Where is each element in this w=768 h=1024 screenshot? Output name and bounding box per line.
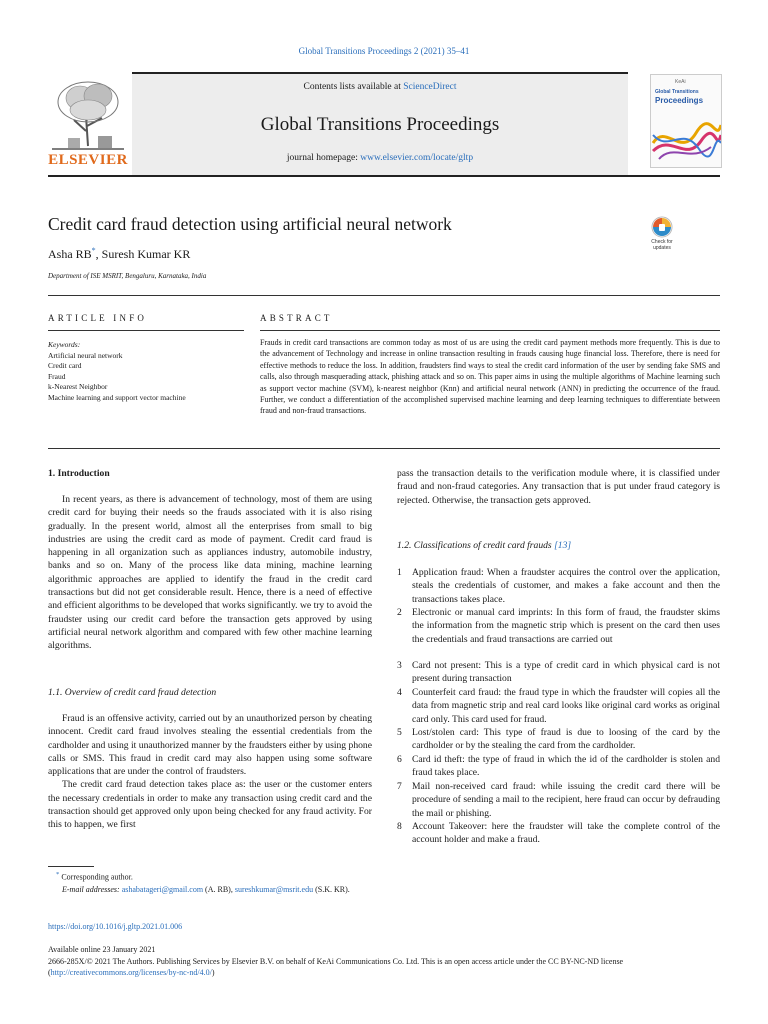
email-label: E-mail addresses:	[62, 884, 122, 894]
journal-homepage	[132, 153, 628, 163]
overview-paragraph-text: The credit card fraud detection takes place as: the user or the customer enters the necessary credentials in order to make any transaction using credit card and the transaction should get approved only upon being checked for any fraud activity. For this to happen, we first	[48, 779, 372, 831]
list-number: 3	[397, 660, 402, 671]
journal-title: Global Transitions Proceedings	[260, 114, 500, 135]
list-text: Counterfeit card fraud: the fraud type in which the fraudster will copies all the data from magnetic strip and real card looks like original card works as original card only. This card used for fraud.	[412, 687, 720, 725]
list-text: Application fraud: When a fraudster acquires the control over the application, steals the credentials of customer, and makes a fake account and then the transactions takes place.	[412, 567, 720, 605]
list-item	[397, 780, 720, 820]
list-item	[397, 726, 720, 753]
list-text: Account Takeover: here the fraudster will take the complete control of the account holder and make a fraud.	[412, 821, 720, 846]
masthead-divider	[48, 175, 720, 177]
list-item	[397, 606, 720, 646]
paper-title: Credit card fraud detection using artificial neural network	[48, 214, 452, 234]
author-separator: ,	[95, 247, 102, 261]
email-owner: (S.K. KR).	[313, 884, 350, 894]
right-paragraph-text: pass the transaction details to the verification module where, it is classified under fraud and non-fraud categories. Any transaction that is put under fraud category is rejected. Otherwise, the transaction gets approved.	[397, 468, 720, 506]
subsection-heading-classifications	[397, 539, 571, 552]
list-number: 7	[397, 781, 402, 792]
list-number: 2	[397, 607, 402, 618]
list-item	[397, 753, 720, 780]
footnote	[48, 869, 350, 896]
list-item	[397, 566, 720, 606]
cover-title-large: Proceedings	[655, 96, 704, 105]
overview-paragraph-text: Fraud is an offensive activity, carried out by an unauthorized person by cheating innocent. Credit card fraud involves stealing the essential credentials from the cardholder and using it unauthorized manner by the fraudsters either by using phone calls or SMS. This fraud in credit card may also happen using some software applications that are under the control of fraudsters.	[48, 713, 372, 778]
keyword-list	[48, 351, 186, 403]
abstract-text: Frauds in credit card transactions are common today as most of us are using the credit card payment methods more frequently. This is due to the advancement of Technology and increase in online transaction resulting in frauds causing huge financial loss. Therefore, there is need for effective methods to reduce the loss. In addition, fraudsters find ways to steal the credit card information of the user by sending fake SMS and calls, also through masquerading attack, phishing attack and so on. This paper aims in using the multiple algorithms of Machine learning such as support vector machine (SVM), k-nearest neighbor (Knn) and artificial neural network (ANN) in predicting the occurrence of the fraud. Further, we conduct a differentiation of the accomplished supervised machine learning and deep learning techniques to differentiate between fraud and non-fraud transactions.	[260, 338, 720, 416]
list-number: 1	[397, 567, 402, 578]
footnote-mark: *	[56, 871, 60, 878]
cover-brand: KeAi	[675, 79, 686, 85]
available-online-date: Available online 23 January 2021	[48, 945, 156, 954]
check-updates-icon	[643, 215, 681, 241]
list-item	[397, 820, 720, 847]
list-text: Electronic or manual card imprints: In this form of fraud, the fraudster skims the information from the magnetic strip which is present on the card then uses the credentials and fraud transactions are carried out	[412, 607, 720, 645]
list-number: 8	[397, 821, 402, 832]
elsevier-wordmark: ELSEVIER	[48, 152, 128, 168]
sciencedirect-link[interactable]: ScienceDirect	[403, 82, 457, 92]
check-updates-label: Check for updates	[651, 239, 673, 251]
email-link[interactable]: sureshkumar@msrit.edu	[234, 884, 314, 894]
classifications-heading-text: 1.2. Classifications of credit card frauds	[397, 540, 555, 551]
keyword-item: Machine learning and support vector machine	[48, 392, 186, 402]
check-for-updates-badge[interactable]	[643, 215, 681, 255]
article-info-divider	[48, 330, 244, 331]
overview-paragraphs	[48, 712, 372, 832]
keyword-item: Fraud	[48, 371, 66, 381]
list-number: 5	[397, 727, 402, 738]
article-info-heading: ARTICLE INFO	[48, 313, 148, 323]
list-number: 4	[397, 687, 402, 698]
corresponding-author-text: Corresponding author.	[61, 872, 133, 882]
keyword-item: Artificial neural network	[48, 351, 123, 360]
section-heading-introduction: 1. Introduction	[48, 468, 110, 479]
author-name[interactable]: Asha RB	[48, 247, 92, 261]
corresponding-author-mark[interactable]: *	[91, 246, 96, 255]
email-owner: (A. RB),	[203, 884, 235, 894]
cover-artwork-icon	[651, 113, 721, 165]
abstract-bottom-divider	[48, 448, 720, 449]
keywords-label: Keywords:	[48, 340, 81, 349]
subsection-heading-overview: 1.1. Overview of credit card fraud detection	[48, 687, 217, 698]
keyword-item: k-Nearest Neighbor	[48, 382, 108, 392]
email-addresses	[48, 884, 350, 896]
reference-link[interactable]: [13]	[554, 540, 572, 551]
abstract-divider	[260, 330, 720, 331]
corresponding-author-note	[48, 869, 350, 884]
homepage-prefix: journal homepage:	[286, 153, 361, 163]
list-text: Lost/stolen card: This type of fraud is due to loosing of the card by the cardholder or by the stealing the card from the cardholder.	[412, 727, 720, 752]
list-text: Card id theft: the type of fraud in which the id of the cardholder is stolen and fraud takes place.	[412, 754, 720, 779]
license-text: 2666-285X/© 2021 The Authors. Publishing Services by Elsevier B.V. on behalf of KeAi Communications Co. Ltd. This is an open access article under the CC BY-NC-ND license (	[48, 957, 624, 977]
abstract-heading: ABSTRACT	[260, 313, 333, 323]
intro-paragraph-text: In recent years, as there is advancement of technology, most of them are using credit card for buying their needs so the frauds associated with it is also rising gradually. In the present world, almost all the enterprises from small to big industries are using the credit card as mode of payment. Credit card fraud is happening in all organization such as appliances industry, automobile industry, banks and so on. Many of the process like data mining, machine learning algorithmic approaches are applied to identify the fraud in the credit card transactions but did not get considerable result. Hence, there is a need of effective and efficient algorithms to be developed that works significantly. we try to avoid the fraudster using our credit card before the transaction gets approved by using artificial neural network algorithm and compared with few other machine learning algorithms.	[48, 494, 372, 652]
list-item	[397, 659, 720, 686]
list-number: 6	[397, 754, 402, 765]
contents-prefix: Contents lists available at	[303, 82, 404, 92]
cover-title-small: Global Transitions	[655, 89, 699, 95]
author-name[interactable]: Suresh Kumar KR	[101, 247, 191, 261]
email-link[interactable]: ashabatageri@gmail.com	[121, 884, 204, 894]
keyword-item: Credit card	[48, 361, 82, 371]
intro-paragraph	[48, 493, 372, 653]
author-affiliation: Department of ISE MSRIT, Bengaluru, Karnataka, India	[48, 272, 207, 280]
doi-link[interactable]: https://doi.org/10.1016/j.gltp.2021.01.006	[48, 922, 183, 931]
license-close: )	[211, 968, 215, 977]
right-paragraph	[397, 467, 720, 507]
license-statement	[48, 956, 720, 978]
license-link[interactable]: http://creativecommons.org/licenses/by-nc-nd/4.0/	[50, 968, 212, 977]
list-item	[397, 686, 720, 726]
title-divider	[48, 295, 720, 296]
homepage-link[interactable]: www.elsevier.com/locate/gltp	[360, 153, 474, 163]
author-list	[48, 246, 190, 262]
journal-citation[interactable]: Global Transitions Proceedings 2 (2021) 35–41	[298, 46, 470, 56]
list-text: Card not present: This is a type of credit card in which physical card is not present during transaction	[412, 660, 720, 685]
list-text: Mail non-received card fraud: while issuing the credit card there will be procedure of sending a mail to the recipient, here fraud can occur by defrauding the mail or phishing.	[412, 781, 720, 819]
contents-line	[132, 82, 628, 92]
journal-cover-thumbnail[interactable]	[650, 74, 722, 168]
footnote-divider	[48, 866, 94, 867]
